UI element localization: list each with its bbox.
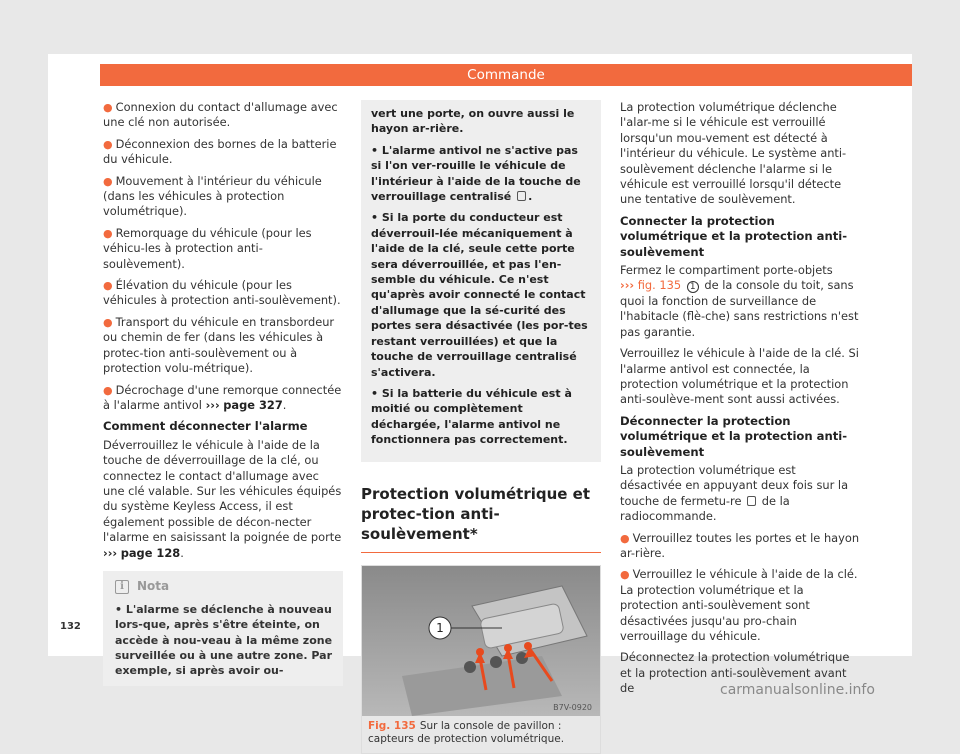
column-3: La protection volumétrique déclenche l'alar-me si le véhicule est verrouillé lorsqu'un mou-vement est détecté à l'intérieur du véhicule. Le système anti-soulèvement déclenche l'alarme si le véhicule est verrouillé lorsqu'il détecte une tentative de soulèvement. Connecter la protection volumétrique et la protection anti-soulèvement Fermez le compartiment porte-objets ››› fig. 135 1 de la console du toit, sans quoi la fonction de surveillance de l'habitacle (flè-che) sans restrictions n'est pas garantie. Verrouillez le véhicule à l'aide de la clé. Si l'alarme antivol est connectée, la protection volumétrique et la protection anti-soulève-ment sont aussi activées. Déconnecter la protection volumétrique et la protection anti-soulèvement La protection volumétrique est désactivée en appuyant deux fois sur la touche de fermetu-re de la radiocommande. ● Verrouillez toutes les portes et le hayon ar-rière. ● Verrouillez le véhicule à l'aide de la clé. La protection volumétrique et la protection anti-soulèvement sont désactivées jusqu'au pro-chain verrouillage du véhicule. Déconnectez la protection volumétrique et la protection anti-soulèvement avant de xyxy=(620,100,860,696)
bullet-dot: ● xyxy=(103,279,113,293)
page-link[interactable]: page 327 xyxy=(223,397,283,412)
list-item: ● Verrouillez le véhicule à l'aide de la clé. La protection volumétrique et la protection anti-soulèvement sont désactivées jusqu'au pro-chain verrouillage du véhicule. xyxy=(620,567,858,643)
bullet-dot: ● xyxy=(103,315,113,329)
note-continuation-box: vert une porte, on ouvre aussi le hayon ar-rière. • L'alarme antivol ne s'active pas si l'on ver-rouille le véhicule de l'intérieur à l'aide de la touche de verrouillage centralisé . • Si la porte du conducteur est déverrouil-lée mécaniquement à l'aide de la clé, seule cette porte sera déverrouillée, et pas l'en-semble du véhicule. Ce n'est qu'après avoir connecté le contact d'allumage que la sé-curité des portes sera désactivée (les por-tes restant verrouillées) et que la touche de verrouillage centralisé s'activera. • Si la batterie du véhicule est à moitié ou complètement déchargée, l'alarme antivol ne fonctionnera pas correctement. xyxy=(361,100,601,462)
list-item: ● Verrouillez toutes les portes et le hayon ar-rière. xyxy=(620,530,860,560)
figure xyxy=(361,565,601,754)
list-item: ● Remorquage du véhicule (pour les véhicu-les à protection anti-soulèvement). xyxy=(103,225,312,271)
figure-caption: Fig. 135 Sur la console de pavillon : capteurs de protection volumétrique. xyxy=(368,719,565,746)
roof-console-image xyxy=(362,566,600,716)
column-2 xyxy=(361,100,601,754)
list-item: ● Connexion du contact d'allumage avec une clé non autorisée. xyxy=(103,100,338,130)
lock-icon xyxy=(747,496,756,506)
note-title: i Nota xyxy=(115,579,333,594)
paragraph: Déverrouillez le véhicule à l'aide de la touche de déverrouillage de la clé, ou connectez le contact d'allumage avec une clé valable. Sur les véhicules équipés du système Keyless Access, il est également possible de décon-necter l'alarme en saisissant la poignée de porte ››› page 128. xyxy=(103,437,342,560)
subheading: Déconnecter la protection volumétrique et la protection anti-soulèvement xyxy=(620,413,848,459)
figure-code: B7V-0920 xyxy=(553,702,592,712)
bullet-dot: ● xyxy=(103,101,113,114)
figure-link[interactable]: fig. 135 xyxy=(637,278,682,293)
list-item: ● Déconnexion des bornes de la batterie du véhicule. xyxy=(103,136,337,167)
callout-number: 1 xyxy=(687,281,699,293)
subheading: Comment déconnecter l'alarme xyxy=(103,419,308,434)
page-header: Commande xyxy=(100,64,912,86)
bullet-dot: ● xyxy=(620,531,630,545)
subheading: Connecter la protection volumétrique et la protection anti-soulèvement xyxy=(620,213,848,259)
section-title: Protection volumétrique et protec-tion anti-soulèvement* xyxy=(361,484,601,553)
watermark: carmanualsonline.info xyxy=(720,682,875,698)
info-icon: i xyxy=(115,580,129,594)
list-item: ● Transport du véhicule en transbordeur ou chemin de fer (dans les véhicules à protec-tion anti-soulèvement ou à protection volu-métrique). xyxy=(103,314,335,376)
bullet-dot: ● xyxy=(103,226,113,240)
list-item: ● Mouvement à l'intérieur du véhicule (dans les véhicules à protection volumétrique). xyxy=(103,173,322,219)
list-item: ● Élévation du véhicule (pour les véhicules à protection anti-soulèvement). xyxy=(103,278,341,308)
bullet-dot: ● xyxy=(103,383,113,397)
callout-number: 1 xyxy=(436,620,444,635)
lock-icon xyxy=(517,191,526,201)
page-number: 132 xyxy=(60,621,81,632)
bullet-dot: ● xyxy=(103,137,113,151)
column-1 xyxy=(103,100,343,686)
list-item: ● Décrochage d'une remorque connectée à l'alarme antivol ››› page 327. xyxy=(103,382,342,412)
page-link[interactable]: page 128 xyxy=(120,545,181,560)
bullet-dot: ● xyxy=(620,568,630,582)
note-box xyxy=(103,571,343,686)
note-text: • L'alarme se déclenche à nouveau lors-que, après s'être éteinte, on accède à nou-veau à la même zone surveillée ou à une autre zone. Par exemple, si après avoir ou- xyxy=(115,603,333,677)
bullet-dot: ● xyxy=(103,174,113,188)
